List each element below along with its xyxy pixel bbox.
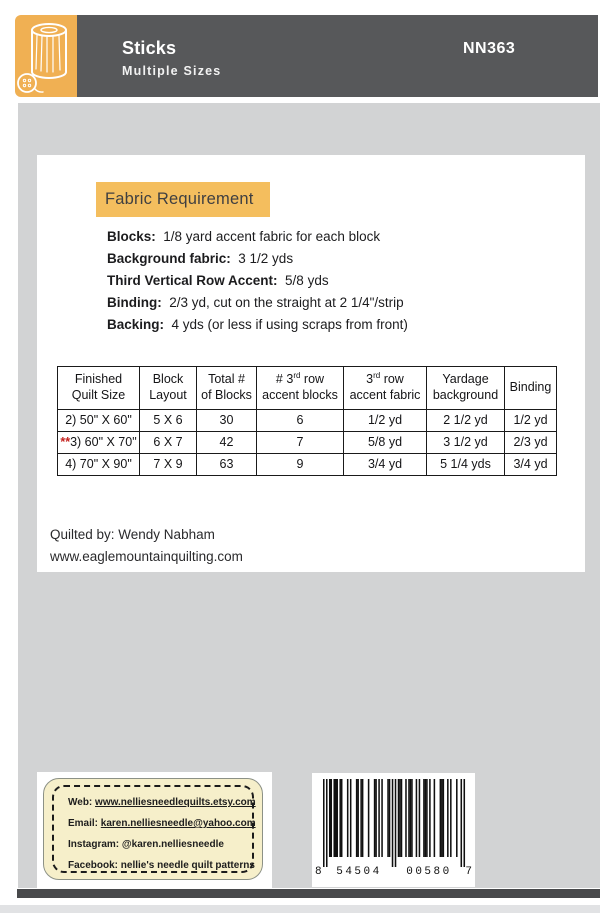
fabric-requirement-list <box>107 226 408 336</box>
thread-spool-icon <box>15 15 77 97</box>
table-cell: 3/4 yd <box>344 454 427 476</box>
fabric-item <box>107 248 408 270</box>
table-header-cell: # 3rd row accent blocks <box>257 367 344 410</box>
svg-text:7: 7 <box>465 866 472 878</box>
asterisk-marker: ** <box>60 434 71 449</box>
table-cell: 1/2 yd <box>505 410 557 432</box>
table-row <box>58 410 557 432</box>
table-cell: 42 <box>197 432 257 454</box>
table-cell: 7 X 9 <box>140 454 197 476</box>
table-cell: 2/3 yd <box>505 432 557 454</box>
svg-text:8: 8 <box>315 866 322 878</box>
fabric-item <box>107 226 408 248</box>
table-header-cell: Binding <box>505 367 557 410</box>
contact-value: nellie's needle quilt patterns <box>120 860 255 871</box>
fabric-item-label: Third Vertical Row Accent: <box>107 273 278 288</box>
pattern-subtitle: Multiple Sizes <box>122 64 222 78</box>
contact-value: karen.nelliesneedle@yahoo.com <box>100 818 256 829</box>
table-cell: 7 <box>257 432 344 454</box>
content-card <box>37 155 585 572</box>
table-header-cell: Yardage background <box>427 367 505 410</box>
contact-line <box>68 792 256 813</box>
table-cell: 5/8 yd <box>344 432 427 454</box>
table-cell: **3) 60" X 70" <box>58 432 140 454</box>
table-cell: 5 X 6 <box>140 410 197 432</box>
table-cell: 63 <box>197 454 257 476</box>
fabric-item <box>107 314 408 336</box>
fabric-item-label: Binding: <box>107 295 162 310</box>
fabric-item-text: 1/8 yard accent fabric for each block <box>155 229 381 244</box>
table-header-cell: Finished Quilt Size <box>58 367 140 410</box>
fabric-item-text: 2/3 yd, cut on the straight at 2 1/4"/strip <box>161 295 404 310</box>
fabric-item-label: Blocks: <box>107 229 156 244</box>
contact-label: Email: <box>68 818 101 829</box>
fabric-item <box>107 292 408 314</box>
contact-line <box>68 813 256 834</box>
table-row <box>58 454 557 476</box>
quilter-website: www.eaglemountainquilting.com <box>50 549 243 564</box>
table-cell: 6 X 7 <box>140 432 197 454</box>
table-cell: 1/2 yd <box>344 410 427 432</box>
fabric-item-label: Background fabric: <box>107 251 231 266</box>
contact-line <box>68 855 256 876</box>
pattern-title: Sticks <box>122 38 177 58</box>
quilted-by-credit: Quilted by: Wendy Nabham <box>50 527 215 542</box>
fabric-requirement-heading: Fabric Requirement <box>96 182 270 217</box>
table-cell: 3 1/2 yd <box>427 432 505 454</box>
fabric-item-text: 5/8 yds <box>277 273 329 288</box>
size-options-table <box>57 366 557 476</box>
contact-box-backing <box>37 772 272 888</box>
table-cell: 4) 70" X 90" <box>58 454 140 476</box>
table-cell: 2 1/2 yd <box>427 410 505 432</box>
scan-bottom-strip <box>0 905 600 913</box>
table-cell: 6 <box>257 410 344 432</box>
fabric-item-label: Backing: <box>107 317 165 332</box>
table-row <box>58 432 557 454</box>
table-cell: 3/4 yd <box>505 454 557 476</box>
contact-value: www.nelliesneedlequilts.etsy.com <box>95 797 256 808</box>
upc-barcode <box>312 773 475 887</box>
fabric-item <box>107 270 408 292</box>
table-header-cell: Block Layout <box>140 367 197 410</box>
table-cell: 2) 50" X 60" <box>58 410 140 432</box>
table-header-cell: 3rd row accent fabric <box>344 367 427 410</box>
contact-value: @karen.nelliesneedle <box>121 839 224 850</box>
contact-label: Web: <box>68 797 96 808</box>
barcode-panel <box>312 773 475 887</box>
svg-text:54504: 54504 <box>336 866 382 878</box>
contact-lines <box>68 792 256 876</box>
table-cell: 9 <box>257 454 344 476</box>
svg-text:00580: 00580 <box>406 866 452 878</box>
contact-box <box>43 778 263 880</box>
page-bottom-edge <box>17 889 600 898</box>
contact-label: Instagram: <box>68 839 122 850</box>
fabric-item-text: 3 1/2 yds <box>230 251 294 266</box>
table-header-cell: Total # of Blocks <box>197 367 257 410</box>
contact-line <box>68 834 256 855</box>
table-cell: 30 <box>197 410 257 432</box>
contact-label: Facebook: <box>68 860 121 871</box>
table-cell: 5 1/4 yds <box>427 454 505 476</box>
pattern-number: NN363 <box>463 40 516 57</box>
fabric-item-text: 4 yds (or less if using scraps from front) <box>164 317 408 332</box>
table-header-row <box>58 367 557 410</box>
